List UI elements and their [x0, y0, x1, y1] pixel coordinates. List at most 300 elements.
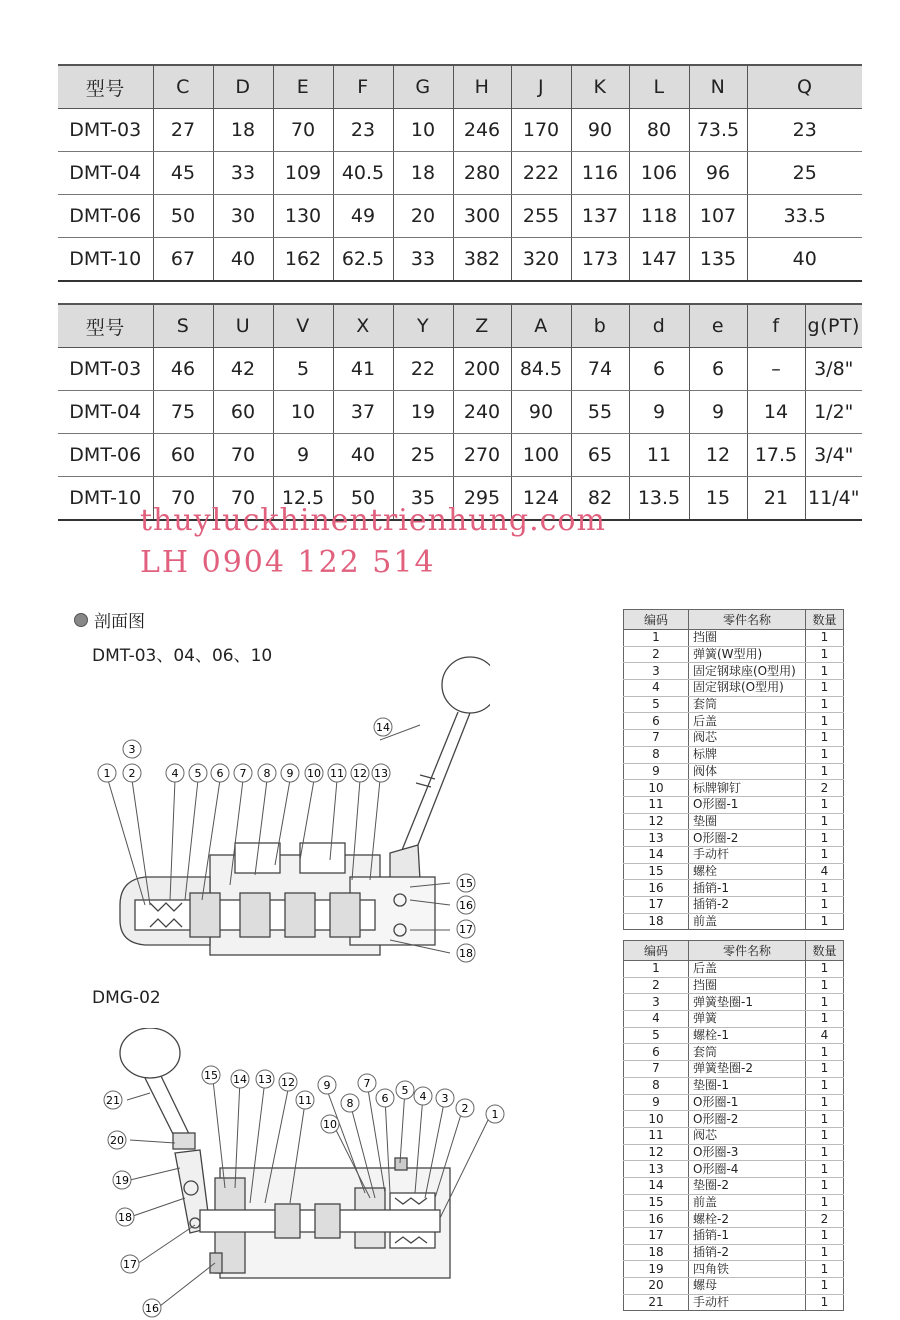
callout-label: 16	[145, 1302, 159, 1315]
column-header: S	[153, 304, 213, 348]
table-cell: 1	[806, 796, 844, 813]
table-row	[624, 780, 844, 797]
table-cell: 270	[453, 434, 511, 477]
table-cell: 1	[806, 713, 844, 730]
callout-label: 12	[281, 1076, 295, 1089]
dmg-section-drawing	[95, 1028, 515, 1320]
table-row	[624, 813, 844, 830]
table-cell: 80	[629, 109, 689, 152]
callout-label: 3	[128, 743, 136, 756]
table-cell: O形圈-1	[689, 796, 806, 813]
table-cell: 1	[806, 846, 844, 863]
callout-label: 7	[363, 1077, 371, 1090]
table-cell: 1	[806, 1094, 844, 1111]
table-cell: 21	[747, 477, 805, 521]
table-row	[58, 195, 862, 238]
table-cell: DMT-06	[58, 434, 153, 477]
table-row	[624, 1011, 844, 1028]
table-row	[58, 391, 862, 434]
table-cell: 33	[213, 152, 273, 195]
table-cell: 19	[624, 1261, 689, 1278]
table-cell: 35	[393, 477, 453, 521]
dimension-table-2	[58, 303, 862, 521]
column-header: J	[511, 65, 571, 109]
table-cell: 41	[333, 348, 393, 391]
callout-label: 18	[118, 1211, 132, 1224]
table-cell: 7	[624, 1061, 689, 1078]
table-cell: 套筒	[689, 696, 806, 713]
table-cell: DMT-04	[58, 391, 153, 434]
table-cell: 6	[629, 348, 689, 391]
table-cell: 14	[747, 391, 805, 434]
column-header: L	[629, 65, 689, 109]
table-row	[624, 1194, 844, 1211]
table-cell: 107	[689, 195, 747, 238]
table-row	[624, 1144, 844, 1161]
column-header: 数量	[806, 610, 844, 630]
table-cell: –	[747, 348, 805, 391]
table-cell: 147	[629, 238, 689, 282]
table-cell: 1	[806, 961, 844, 978]
table-cell: 套筒	[689, 1044, 806, 1061]
table-cell: 固定钢球座(O型用)	[689, 663, 806, 680]
table-cell: 1	[624, 630, 689, 647]
callout-label: 15	[459, 877, 473, 890]
dmt-section-drawing	[90, 655, 490, 985]
table-cell: 49	[333, 195, 393, 238]
table-cell: 阀芯	[689, 1127, 806, 1144]
table-cell: 8	[624, 746, 689, 763]
table-cell: 40	[213, 238, 273, 282]
table-cell: 2	[806, 780, 844, 797]
callout-label: 10	[307, 767, 321, 780]
column-header: g(PT)	[805, 304, 862, 348]
table-cell: 12.5	[273, 477, 333, 521]
table-cell: 246	[453, 109, 511, 152]
column-header: D	[213, 65, 273, 109]
callout-label: 17	[123, 1258, 137, 1271]
table-row	[624, 897, 844, 914]
callout-label: 20	[110, 1134, 124, 1147]
table-row	[58, 238, 862, 282]
table-cell: 6	[689, 348, 747, 391]
callout-label: 3	[441, 1092, 449, 1105]
table-cell: 33.5	[747, 195, 862, 238]
table-cell: 四角铁	[689, 1261, 806, 1278]
column-header: d	[629, 304, 689, 348]
callout-label: 5	[401, 1084, 409, 1097]
table-cell: 18	[624, 913, 689, 930]
table-row	[624, 846, 844, 863]
table-cell: DMT-10	[58, 477, 153, 521]
table-cell: 1	[806, 897, 844, 914]
table-cell: 1	[806, 1177, 844, 1194]
table-cell: 螺栓-2	[689, 1211, 806, 1228]
column-header: H	[453, 65, 511, 109]
table-cell: 75	[153, 391, 213, 434]
table-row	[624, 880, 844, 897]
table-cell: 40	[333, 434, 393, 477]
table-cell: 螺栓	[689, 863, 806, 880]
table-cell: 后盖	[689, 961, 806, 978]
table-cell: 5	[273, 348, 333, 391]
table-cell: 3/4"	[805, 434, 862, 477]
table-cell: 96	[689, 152, 747, 195]
table-row	[58, 152, 862, 195]
table-cell: 15	[689, 477, 747, 521]
column-header: Q	[747, 65, 862, 109]
section-heading	[74, 607, 145, 632]
table-cell: 23	[333, 109, 393, 152]
column-header: 编码	[624, 941, 689, 961]
table-cell: 300	[453, 195, 511, 238]
table-cell: 2	[806, 1211, 844, 1228]
table-cell: 15	[624, 863, 689, 880]
table-cell: 1	[806, 696, 844, 713]
table-cell: 挡圈	[689, 630, 806, 647]
table-cell: 280	[453, 152, 511, 195]
table-cell: 55	[571, 391, 629, 434]
callout-label: 16	[459, 899, 473, 912]
table-cell: O形圈-2	[689, 1111, 806, 1128]
table-cell: 7	[624, 730, 689, 747]
table-cell: 垫圈	[689, 813, 806, 830]
table-cell: 1	[806, 1144, 844, 1161]
table-header-row	[58, 304, 862, 348]
table-cell: 弹簧(W型用)	[689, 646, 806, 663]
parts-table-dmg	[623, 940, 844, 1311]
column-header: 型号	[58, 304, 153, 348]
watermark-phone: LH 0904 122 514	[140, 545, 436, 580]
table-row	[624, 1094, 844, 1111]
table-cell: 标牌	[689, 746, 806, 763]
table-cell: O形圈-3	[689, 1144, 806, 1161]
callout-label: 13	[374, 767, 388, 780]
callout-label: 11	[330, 767, 344, 780]
table-row	[624, 763, 844, 780]
table-cell: 1	[806, 1111, 844, 1128]
table-cell: 手动杆	[689, 1294, 806, 1311]
table-cell: 插销-2	[689, 1244, 806, 1261]
table-row	[624, 1127, 844, 1144]
table-row	[624, 713, 844, 730]
table-cell: 9	[689, 391, 747, 434]
table-cell: DMT-03	[58, 109, 153, 152]
table-cell: 135	[689, 238, 747, 282]
callout-label: 8	[346, 1097, 354, 1110]
table-cell: 1	[806, 830, 844, 847]
table-cell: 1	[806, 1061, 844, 1078]
table-row	[624, 863, 844, 880]
table-row	[624, 1044, 844, 1061]
table-row	[624, 1027, 844, 1044]
table-cell: 9	[629, 391, 689, 434]
callout-label: 7	[239, 767, 247, 780]
table-cell: 3	[624, 663, 689, 680]
column-header: Y	[393, 304, 453, 348]
table-row	[624, 1294, 844, 1311]
table-row	[624, 1061, 844, 1078]
callout-label: 1	[491, 1108, 499, 1121]
table-cell: 70	[213, 434, 273, 477]
table-cell: 1	[806, 994, 844, 1011]
table-cell: 10	[624, 780, 689, 797]
table-cell: 11	[624, 796, 689, 813]
table-cell: 73.5	[689, 109, 747, 152]
section-title: 剖面图	[94, 612, 145, 632]
table-cell: 1	[806, 1228, 844, 1245]
table-cell: 5	[624, 1027, 689, 1044]
table-cell: 13.5	[629, 477, 689, 521]
table-cell: 25	[393, 434, 453, 477]
table-cell: 前盖	[689, 913, 806, 930]
callout-label: 9	[323, 1079, 331, 1092]
table-cell: 1	[806, 1194, 844, 1211]
table-cell: 阀芯	[689, 730, 806, 747]
table-cell: 23	[747, 109, 862, 152]
table-row	[624, 1111, 844, 1128]
table-cell: 后盖	[689, 713, 806, 730]
table-cell: 33	[393, 238, 453, 282]
table-cell: 70	[153, 477, 213, 521]
table-cell: 挡圈	[689, 977, 806, 994]
callout-label: 12	[353, 767, 367, 780]
table-cell: 70	[213, 477, 273, 521]
callout-label: 15	[204, 1069, 218, 1082]
table-cell: 1	[806, 1244, 844, 1261]
parts-table-dmt	[623, 609, 844, 930]
table-cell: 12	[624, 813, 689, 830]
callout-label: 10	[323, 1118, 337, 1131]
table-cell: 螺栓-1	[689, 1027, 806, 1044]
table-cell: 13	[624, 830, 689, 847]
callout-label: 17	[459, 923, 473, 936]
column-header: K	[571, 65, 629, 109]
table-cell: 13	[624, 1161, 689, 1178]
table-row	[58, 434, 862, 477]
table-cell: O形圈-2	[689, 830, 806, 847]
handle-ball-shape	[120, 1028, 180, 1078]
table-cell: 插销-1	[689, 1228, 806, 1245]
dimension-table-1	[58, 64, 862, 282]
table-cell: 16	[624, 880, 689, 897]
column-header: G	[393, 65, 453, 109]
table-cell: 46	[153, 348, 213, 391]
table-cell: 19	[393, 391, 453, 434]
table-cell: 前盖	[689, 1194, 806, 1211]
table-cell: 15	[624, 1194, 689, 1211]
table-cell: 螺母	[689, 1278, 806, 1295]
column-header: 数量	[806, 941, 844, 961]
callout-label: 8	[263, 767, 271, 780]
table-cell: 4	[806, 863, 844, 880]
column-header: e	[689, 304, 747, 348]
table-cell: 37	[333, 391, 393, 434]
table-cell: 5	[624, 696, 689, 713]
table-cell: 1	[806, 813, 844, 830]
table-cell: 1	[806, 977, 844, 994]
table-cell: 222	[511, 152, 571, 195]
table-row	[624, 796, 844, 813]
table-cell: 1	[806, 1044, 844, 1061]
table-row	[624, 830, 844, 847]
table-cell: 1	[806, 1294, 844, 1311]
table-cell: 320	[511, 238, 571, 282]
table-row	[624, 746, 844, 763]
table-cell: 74	[571, 348, 629, 391]
table-cell: 106	[629, 152, 689, 195]
table-row	[624, 977, 844, 994]
table-cell: O形圈-1	[689, 1094, 806, 1111]
table-cell: 130	[273, 195, 333, 238]
table-cell: 4	[624, 1011, 689, 1028]
table-cell: 1	[806, 1077, 844, 1094]
table-cell: 6	[624, 713, 689, 730]
model-label-dmg: DMG-02	[92, 988, 161, 1008]
table-cell: 1	[806, 630, 844, 647]
callout-label: 6	[381, 1092, 389, 1105]
table-cell: 14	[624, 1177, 689, 1194]
table-cell: 弹簧	[689, 1011, 806, 1028]
table-cell: 173	[571, 238, 629, 282]
column-header: 型号	[58, 65, 153, 109]
table-row	[624, 913, 844, 930]
table-cell: 1	[806, 746, 844, 763]
table-cell: 16	[624, 1211, 689, 1228]
table-cell: 9	[624, 1094, 689, 1111]
column-header: Z	[453, 304, 511, 348]
column-header: 零件名称	[689, 941, 806, 961]
table-cell: 3/8"	[805, 348, 862, 391]
table-cell: 40.5	[333, 152, 393, 195]
table-cell: 124	[511, 477, 571, 521]
callout-label: 1	[103, 767, 111, 780]
table-cell: 17	[624, 1228, 689, 1245]
table-row	[624, 646, 844, 663]
callout-label: 18	[459, 947, 473, 960]
table-cell: 162	[273, 238, 333, 282]
callout-label: 21	[106, 1094, 120, 1107]
table-cell: 1	[806, 1161, 844, 1178]
column-header: E	[273, 65, 333, 109]
table-header-row	[58, 65, 862, 109]
table-cell: 1	[806, 1261, 844, 1278]
table-cell: O形圈-4	[689, 1161, 806, 1178]
table-cell: 20	[624, 1278, 689, 1295]
watermark-website: thuyluckhinentrienhung.com	[140, 503, 606, 538]
table-cell: DMT-03	[58, 348, 153, 391]
table-cell: 137	[571, 195, 629, 238]
table-cell: 255	[511, 195, 571, 238]
table-cell: 90	[511, 391, 571, 434]
table-row	[58, 348, 862, 391]
table-row	[624, 961, 844, 978]
table-cell: 12	[624, 1144, 689, 1161]
table-cell: DMT-10	[58, 238, 153, 282]
table-cell: 50	[333, 477, 393, 521]
table-cell: 18	[393, 152, 453, 195]
table-cell: 1	[806, 663, 844, 680]
table-cell: 14	[624, 846, 689, 863]
table-cell: 弹簧垫圈-2	[689, 1061, 806, 1078]
table-cell: 17	[624, 897, 689, 914]
table-cell: 8	[624, 1077, 689, 1094]
table-cell: 标牌铆钉	[689, 780, 806, 797]
table-row	[624, 663, 844, 680]
table-row	[624, 730, 844, 747]
table-cell: 1	[806, 730, 844, 747]
table-cell: 70	[273, 109, 333, 152]
table-cell: 2	[624, 977, 689, 994]
table-cell: 3	[624, 994, 689, 1011]
table-row	[624, 994, 844, 1011]
table-cell: 10	[273, 391, 333, 434]
callout-label: 2	[461, 1102, 469, 1115]
table-cell: 65	[571, 434, 629, 477]
table-cell: 11/4"	[805, 477, 862, 521]
handle-ball-shape	[442, 657, 490, 713]
table-cell: 1	[806, 913, 844, 930]
callout-label: 19	[115, 1174, 129, 1187]
column-header: b	[571, 304, 629, 348]
table-cell: 11	[629, 434, 689, 477]
table-cell: 10	[393, 109, 453, 152]
table-cell: 60	[153, 434, 213, 477]
table-cell: 9	[273, 434, 333, 477]
table-cell: 阀体	[689, 763, 806, 780]
table-header-row	[624, 610, 844, 630]
table-row	[624, 1228, 844, 1245]
table-cell: 18	[213, 109, 273, 152]
table-row	[624, 1177, 844, 1194]
table-cell: 1	[624, 961, 689, 978]
model-label-dmt: DMT-03、04、06、10	[92, 646, 273, 666]
table-cell: 25	[747, 152, 862, 195]
callout-label: 5	[194, 767, 202, 780]
table-cell: 1/2"	[805, 391, 862, 434]
table-cell: 垫圈-2	[689, 1177, 806, 1194]
table-cell: 45	[153, 152, 213, 195]
table-cell: 4	[806, 1027, 844, 1044]
callout-label: 11	[298, 1094, 312, 1107]
table-row	[624, 1077, 844, 1094]
table-cell: 2	[624, 646, 689, 663]
table-cell: 382	[453, 238, 511, 282]
table-row	[624, 1261, 844, 1278]
callout-label: 14	[233, 1073, 247, 1086]
table-cell: 弹簧垫圈-1	[689, 994, 806, 1011]
table-cell: 60	[213, 391, 273, 434]
callout-label: 13	[258, 1073, 272, 1086]
table-row	[624, 630, 844, 647]
table-cell: 固定钢球(O型用)	[689, 680, 806, 697]
callout-label: 6	[216, 767, 224, 780]
column-header: F	[333, 65, 393, 109]
table-cell: 84.5	[511, 348, 571, 391]
table-cell: 50	[153, 195, 213, 238]
table-row	[58, 109, 862, 152]
table-cell: 67	[153, 238, 213, 282]
callout-label: 4	[419, 1090, 427, 1103]
table-cell: 10	[624, 1111, 689, 1128]
table-cell: 42	[213, 348, 273, 391]
table-cell: 90	[571, 109, 629, 152]
column-header: 零件名称	[689, 610, 806, 630]
column-header: N	[689, 65, 747, 109]
table-cell: 200	[453, 348, 511, 391]
column-header: C	[153, 65, 213, 109]
table-row	[624, 696, 844, 713]
